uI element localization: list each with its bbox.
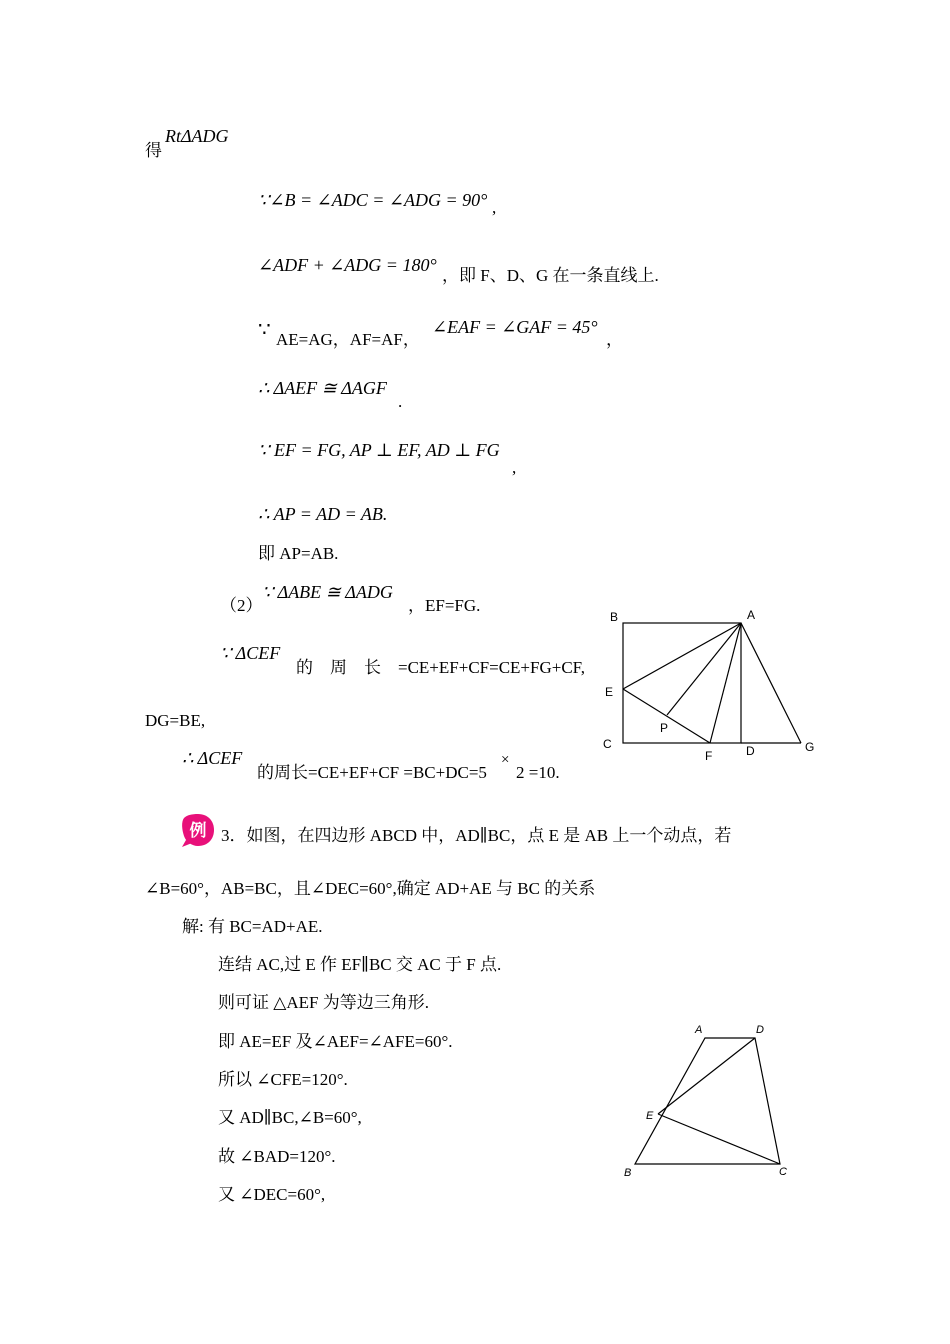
solution-line-6: 又 AD∥BC,∠B=60°,	[218, 1108, 362, 1127]
label-p: P	[660, 721, 669, 735]
math-therefore-cef: ∴ ΔCEF	[182, 748, 243, 768]
text-part-2: （2）	[220, 596, 263, 615]
times-symbol: ×	[501, 752, 510, 768]
text-comma: ，	[606, 330, 623, 349]
text-perimeter: 的 周 长 =CE+EF+CF=CE+FG+CF,	[296, 658, 586, 677]
example-3-line-1: 3．如图，在四边形 ABCD 中，AD∥BC，点 E 是 AB 上一个动点，若	[221, 826, 732, 845]
math-perpendicular: ∵ EF = FG, AP ⊥ EF, AD ⊥ FG	[258, 440, 500, 460]
label-b: B	[610, 610, 619, 624]
label-e: E	[646, 1110, 654, 1122]
figure-trapezoid-abcd	[615, 1018, 805, 1183]
label-e: E	[605, 685, 614, 699]
math-angles-90: ∵∠B = ∠ADC = ∠ADG = 90°	[258, 190, 488, 210]
math-angles-180: ∠ADF + ∠ADG = 180°	[258, 255, 437, 275]
because-symbol: ∵	[258, 319, 271, 341]
math-angles-45: ∠EAF = ∠GAF = 45°	[432, 317, 598, 337]
solution-line-7: 故 ∠BAD=120°.	[218, 1147, 336, 1166]
solution-line-2: 连结 AC,过 E 作 EF∥BC 交 AC 于 F 点.	[218, 955, 502, 974]
trapezoid-abcd	[635, 1038, 780, 1164]
math-ap-ad-ab: ∴ AP = AD = AB.	[258, 504, 388, 524]
text-perimeter-result-b: 2 =10.	[516, 763, 560, 782]
label-a: A	[747, 608, 756, 622]
solution-line-8: 又 ∠DEC=60°,	[218, 1185, 326, 1204]
text-ap-ab: 即 AP=AB.	[258, 544, 339, 563]
text-de: 得	[145, 141, 162, 160]
segment-ag	[741, 623, 801, 743]
segment-ap	[667, 623, 741, 715]
label-f: F	[705, 749, 713, 763]
solution-line-1: 解: 有 BC=AD+AE.	[182, 917, 323, 936]
label-a: A	[695, 1024, 703, 1036]
label-g: G	[805, 740, 815, 754]
label-c: C	[779, 1166, 787, 1178]
figure-square-abcd	[595, 605, 825, 765]
segment-ec	[658, 1114, 780, 1164]
math-congruent-aef-agf: ∴ ΔAEF ≅ ΔAGF	[258, 378, 387, 398]
label-d: D	[746, 744, 755, 758]
text-ef-fg: ，EF=FG.	[408, 596, 481, 615]
math-triangle-cef: ∵ ΔCEF	[220, 643, 281, 663]
math-rt-adg: RtΔADG	[165, 126, 229, 146]
solution-line-5: 所以 ∠CFE=120°.	[218, 1070, 348, 1089]
solution-line-3: 则可证 △AEF 为等边三角形.	[218, 993, 429, 1012]
text-ae-ag: AE=AG，AF=AF，	[276, 330, 420, 349]
example-badge-icon	[180, 812, 216, 848]
label-b: B	[624, 1167, 632, 1179]
label-d: D	[756, 1024, 764, 1036]
segment-ed	[658, 1038, 755, 1114]
label-c: C	[603, 737, 612, 751]
text-comma: ,	[512, 458, 517, 477]
text-comma: ,	[492, 198, 497, 217]
text-perimeter-result-a: 的周长=CE+EF+CF =BC+DC=5	[257, 763, 487, 782]
solution-line-4: 即 AE=EF 及∠AEF=∠AFE=60°.	[218, 1032, 453, 1051]
badge-label: 例	[189, 821, 207, 841]
example-3-line-2: ∠B=60°，AB=BC，且∠DEC=60°,确定 AD+AE 与 BC 的关系	[145, 879, 596, 898]
segment-ae	[623, 623, 741, 689]
segment-af	[710, 623, 741, 743]
text-collinear: ，即 F、D、G 在一条直线上.	[442, 266, 659, 285]
text-dg-be: DG=BE,	[145, 711, 206, 730]
math-congruent-abe-adg: ∵ ΔABE ≅ ΔADG	[262, 582, 393, 602]
text-period: .	[398, 392, 403, 411]
